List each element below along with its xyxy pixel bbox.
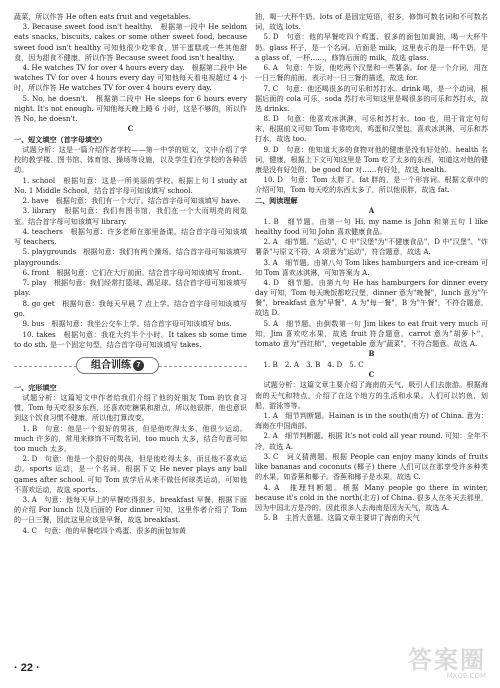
answer-paragraph: 2. A 细节题。"运动"，C 中"汉堡"为"不健康食品"，D 中"汉堡"、"炸薯条"与原文不符，A 项意为"运动"，符合题意，故选 A.	[255, 237, 488, 257]
answer-paragraph: 试题分析：这是一篇介绍作者学校——第一中学的短文，文中介绍了学校的教学楼、图书馆、体育馆、操场等设施，以及学生们在学校的各种活动。	[14, 145, 247, 175]
section-heading: 二、阅读理解	[255, 196, 298, 205]
watermark-text: 答案圈	[408, 646, 486, 674]
answer-paragraph: 6. front 根据句意：它们在大厅前面。结合首字母可知该填写 front.	[22, 267, 242, 277]
left-column	[14, 12, 247, 536]
watermark-logo	[378, 638, 490, 680]
part-label: B	[368, 349, 375, 359]
section-heading: 一、完形填空	[14, 383, 57, 392]
answer-paragraph: 1. B 句意：他是一个很好的男孩，但是他吃得太多，他很少运动。much 许多的，常用来修饰不可数名词，too much 太多，结合句意可知 too much 太多。	[14, 423, 247, 453]
answer-paragraph: 5. B 主旨大意题。这篇文章主要讲了海南的天气	[263, 513, 420, 523]
answer-paragraph: 10. D 句意：Tom 太胖了。fat 胖的，是一个形容词。根据文章中的介绍可知，Tom 每天吃的东西太多了，所以他很胖，故选 fat.	[255, 175, 488, 195]
answer-paragraph: 6. A 句意：午饭，他吃两个汉堡和一些薯条。for 是一个介词，用在一日三餐的前面，表示对一日三餐的描述，故选 for.	[255, 63, 488, 83]
answer-paragraph: 3. A 句意：他每天早上的早餐吃得很多。breakfast 早餐，根据下面的介绍 For lunch 以及后面的 For dinner 可知，这里作者介绍了 Tom 的一日三餐，因此这里应该是早餐，故选 breakfast.	[14, 495, 247, 525]
answer-paragraph: 4. He watches TV for over 4 hours every day. 根据第二段中 He watches TV for over 4 hours every day 可知他每天看电视超过 4 小时，所以作答 He watches TV for over 4 hours every day.	[14, 63, 247, 93]
section-title: 组合训练	[91, 359, 131, 371]
left-answers-top	[14, 12, 247, 350]
answer-paragraph: 8. go get 根据句意：我每天早晨 7 点上学。结合首字母可知该填写 go.	[14, 298, 247, 318]
right-column	[255, 12, 488, 524]
answer-paragraph: 4. D 细节题。由第九句 He has hamburgers for dinner every day 可知，Tom 每天晚饭都吃汉堡，dinner 意为"晚餐"，lunch 意为"午餐"，breakfast 意为"早餐"，A 为"每一餐"，B 为"午餐"，不符合题意，故选 D.	[255, 278, 488, 318]
answer-paragraph: 4. C 句意：他的早餐吃四个鸡蛋、很多的面包加黄	[22, 525, 186, 535]
answer-paragraph: 9. bus 根据句意：我坐公交车上学。结合首字母可知该填写 bus.	[22, 319, 232, 329]
answer-paragraph: 4. teachers 根据句意：许多老师在那里备课。结合首字母可知该填写 teachers.	[14, 226, 247, 247]
section-heading: 一、短文填空（首字母填空）	[14, 135, 107, 144]
answer-paragraph: 8. D 句意：他喜欢冰淇淋，可乐和苏打水。too 也，用于肯定句句末，根据前文可知 Tom 非常吃肉，鸡蛋和汉堡包，喜欢冰淇淋，可乐和苏打水，故选 too.	[255, 114, 488, 144]
answer-paragraph: 7. play 根据句意：我们经常打篮球、踢足球。结合首字母可知该填写 play.	[14, 278, 247, 298]
answer-paragraph: 油，喝一大杯牛奶。lots of 是固定短语，很多，修饰可数名词和不可数名词，故选 lots.	[255, 12, 488, 32]
answer-paragraph: 4. A 推理判断题。根据 Many people go there in winter, because it's cold in the north(北方) of China. 很多人在冬天去那里，因为中国北方是冷的。因此很多人去海南是因为天气，故选 A.	[255, 482, 488, 512]
answer-paragraph: 9. D 句意：他知道太多的食物对他的健康是没有好处的。health 名词，健康，根据上下文可知这里是 Tom 吃了太多的东西，知道这对他的健康是没有好处的，be good for 对……有好处，故选 health.	[255, 144, 488, 174]
answer-paragraph: 1. B 2. A 3. B 4. D 5. C	[263, 359, 364, 369]
page-number: · 22 ·	[14, 662, 40, 674]
answer-paragraph: 3. A 细节题。由第八句 Tom likes hamburgers and ice-cream 可知 Tom 喜欢冰淇淋，可知答案为 A.	[255, 257, 488, 277]
section-number-badge: 7	[133, 360, 144, 371]
answer-paragraph: 试题分析：这篇短文中作者给我们介绍了他的好朋友 Tom 的饮食习惯，Tom 每天吃很多东西，还喜欢吃糖果和甜点，所以他很胖，他也意识到这个饮食习惯不健康，所以他打算改变。	[14, 393, 247, 423]
part-label: C	[368, 370, 375, 380]
answer-paragraph: 1. school 根据句意：这是一所美丽的学校。根据上句 I study at No. 1 Middle School，结合首字母可知该填写 school.	[14, 175, 247, 195]
watermark-url: MXQE.COM	[446, 672, 486, 680]
part-label: C	[127, 124, 134, 134]
answer-paragraph: 5. No, he doesn't. 根据第二段中 He sleeps for 6 hours every night. It's not enough. 可知他每天晚上睡 6 小时，这是不够的，所以作答 No, he doesn't.	[14, 93, 247, 123]
answer-paragraph: 2. A 细节判断题。根据 It's not cold all year round. 可知：全年不冷，故选 A.	[255, 431, 488, 451]
answer-paragraph: 7. C 句意：他还喝很多的可乐和苏打水。drink 喝，是一个动词，根据后面的 cola 可乐，soda 苏打水可知这里是喝很多的可乐和苏打水，故选 drinks.	[255, 83, 488, 113]
answer-paragraph: 3. C 词义猜测题。根据 People can enjoy many kinds of fruits like bananas and coconuts (椰子) there 人们可以在那享受许多种类的水果，如香蕉和椰子。香蕉和椰子是水果，故选 C.	[255, 451, 488, 482]
answer-paragraph: 蔬菜，所以作答 He often eats fruit and vegetables.	[14, 12, 191, 21]
part-label: A	[368, 206, 375, 216]
answer-paragraph: 3. library 根据句意：我们有图书馆，我们在一个大而明亮的阅览室。结合首字母可知该填写 library.	[14, 206, 247, 226]
answer-paragraph: 试题分析：这篇文章主要介绍了海南的天气，吸引人们去旅游。根据海南的天气和特点，介绍了在这个地方的生活和水果。人们可以钓鱼，划船，游泳等等。	[255, 380, 488, 410]
answer-paragraph: 1. A 细节判断题。Hainan is in the south(南方) of China. 意为：海南在中国南部。	[255, 411, 488, 431]
section-banner	[14, 355, 247, 377]
answer-paragraph: 5. A 细节题。由倒数第一句 Jim likes to eat fruit very much 可知，Jim 喜欢吃水果，故选 fruit 符合题意，carrot 意为"胡萝卜"，tomato 意为"西红柿"，vegetable 意为"蔬菜"，不符合题意。故选 A.	[255, 318, 488, 348]
answer-paragraph: 5. D 句意：他的早餐吃四个鸡蛋、很多的面包加黄油，喝一大杯牛奶。glass 杯子，是一个名词。后面是 milk，这里表示的是一杯牛奶，是 a glass of，一杯……，修饰后面的 milk，故选 glass.	[255, 32, 488, 62]
section-title-pill	[76, 357, 159, 374]
answer-paragraph: 2. D 句意：他是一个很好的男孩，但是他吃得太多，而且他不喜欢运动。sports 运动，是一个名词。根据下文 He never plays any ball games after school. 可知 Tom 放学后从来不做任何球类运动，可知他不喜欢运动，故选 sports.	[14, 454, 247, 494]
answer-paragraph: 10. takes 根据句意：我花大约半个小时。It takes sb some time to do sth. 是一个固定句型，结合首字母可知该填写 takes.	[14, 329, 247, 349]
answer-paragraph: 5. playgrounds 根据句意：我们有两个操场。结合首字母可知该填写 playgrounds.	[14, 247, 247, 267]
answer-paragraph: 2. have 根据句意：我们有一个大厅。结合首字母可知该填写 have.	[22, 196, 241, 206]
left-answers-bottom	[14, 383, 247, 536]
answer-paragraph: 3. Because sweet food isn't healthy. 根据第一段中 He seldom eats snacks, biscuits, cakes or some other sweet food, because sweet food isn't healthy 可知他很少吃零食，饼干蛋糕或一些其他甜食，因为甜食不健康，所以作答 Because sweet food isn't healthy.	[14, 22, 247, 62]
answer-paragraph: 1. B 细节题。由第一句 Hi, my name is John 和第五句 I like healthy food 可知 John 喜欢健康食品。	[255, 216, 488, 236]
